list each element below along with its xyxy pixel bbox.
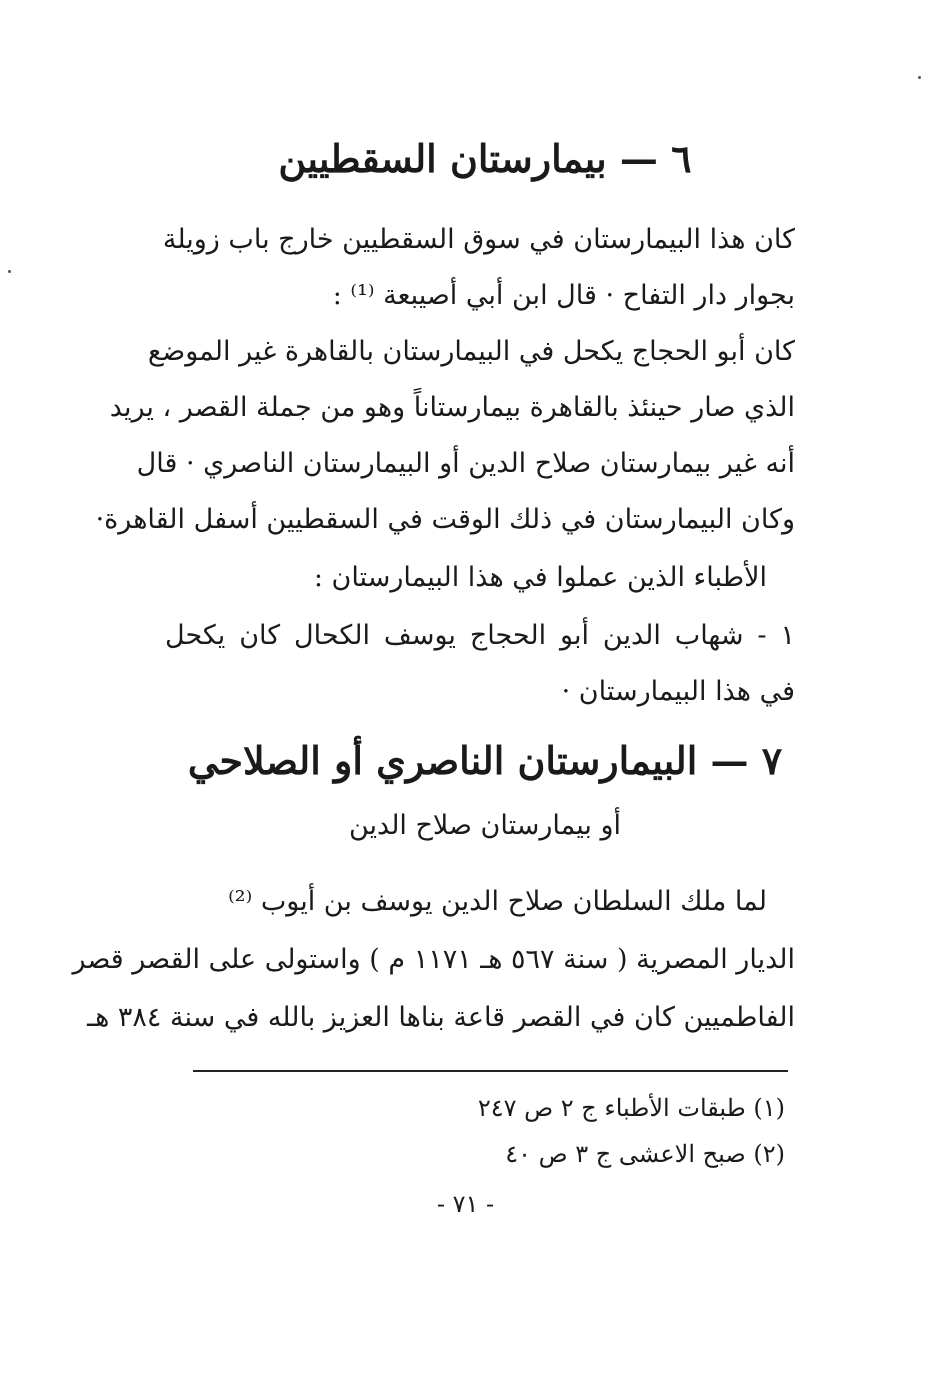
physicians-list-heading: الأطباء الذين عملوا في هذا البيمارستان : — [313, 562, 767, 593]
section-7-subheading: أو بيمارستان صلاح الدين — [348, 810, 622, 841]
paragraph-line: لما ملك السلطان صلاح الدين يوسف بن أيوب ⁽²⁾ — [228, 886, 767, 917]
paragraph-line: الفاطميين كان في القصر قاعة بناها العزيز بالله في سنة ٣٨٤ هـ — [87, 1002, 795, 1033]
paragraph-line: كان هذا البيمارستان في سوق السقطيين خارج باب زويلة — [162, 224, 795, 255]
footnote: (٢) صبح الاعشى ج ٣ ص ٤٠ — [505, 1140, 785, 1168]
paragraph-line: الذي صار حينئذ بالقاهرة بيمارستاناً وهو من جملة القصر ، يريد — [109, 392, 795, 423]
section-7-heading: ٧ — البيمارستان الناصري أو الصلاحي — [187, 738, 783, 783]
paragraph-line: كان أبو الحجاج يكحل في البيمارستان بالقاهرة غير الموضع — [147, 336, 795, 367]
scan-speck — [8, 270, 11, 273]
list-item: ١ - شهاب الدين أبو الحجاج يوسف الكحال كان يكحل — [165, 620, 795, 651]
paragraph-line: وكان البيمارستان في ذلك الوقت في السقطيين أسفل القاهرة· — [95, 504, 795, 535]
footnote-divider — [193, 1070, 788, 1072]
scan-speck — [918, 76, 921, 79]
paragraph-line: بجوار دار التفاح · قال ابن أبي أصيبعة ⁽¹⁾ : — [332, 280, 795, 311]
section-6-heading: ٦ — بيمارستان السقطيين — [278, 136, 692, 181]
footnote: (١) طبقات الأطباء ج ٢ ص ٢٤٧ — [477, 1094, 785, 1122]
page-number: - ٧١ - — [436, 1190, 495, 1218]
paragraph-line: الديار المصرية ( سنة ٥٦٧ هـ ١١٧١ م ) واستولى على القصر قصر — [72, 944, 795, 975]
list-item-continuation: في هذا البيمارستان · — [561, 676, 795, 707]
paragraph-line: أنه غير بيمارستان صلاح الدين أو البيمارستان الناصري · قال — [136, 448, 795, 479]
